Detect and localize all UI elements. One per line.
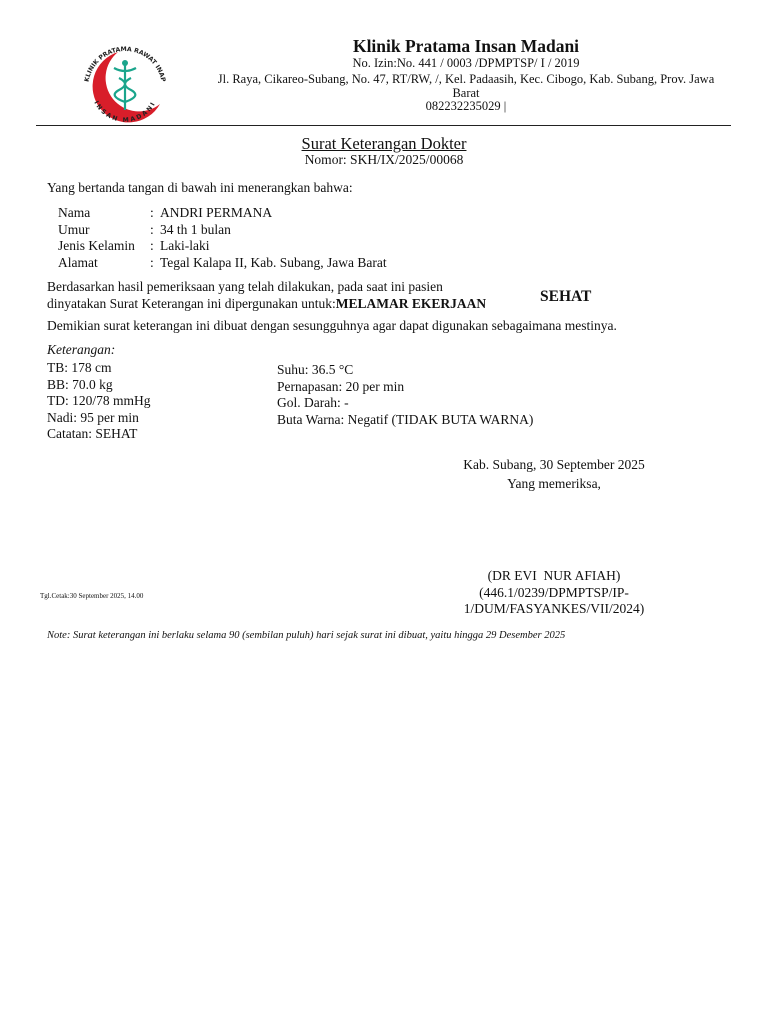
identity-row-address xyxy=(58,255,387,272)
separator: : xyxy=(150,205,154,220)
examiner-label: Yang memeriksa, xyxy=(507,476,601,491)
weight-value: BB: 70.0 kg xyxy=(47,376,113,392)
health-status: SEHAT xyxy=(540,288,592,305)
document-title-wrap xyxy=(0,134,768,154)
blood-type-value: Gol. Darah: - xyxy=(277,395,349,411)
temperature-value: Suhu: 36.5 °C xyxy=(277,362,354,377)
doctor-id-line1: (446.1/0239/DPMPTSP/IP- xyxy=(479,584,629,600)
color-blindness-value: Buta Warna: Negatif (TIDAK BUTA WARNA) xyxy=(277,412,534,428)
clinic-phone: 082232235029 | xyxy=(425,99,507,113)
statement-paragraph xyxy=(47,278,527,312)
blood-pressure-value: TD: 120/78 mmHg xyxy=(47,393,151,408)
doctor-id-line2: 1/DUM/FASYANKES/VII/2024) xyxy=(463,601,645,616)
place-date: Kab. Subang, 30 September 2025 xyxy=(463,457,645,472)
address-value: Tegal Kalapa II, Kab. Subang, Jawa Barat xyxy=(160,255,387,271)
patient-identity xyxy=(58,205,387,272)
statement-line1: Berdasarkan hasil pemeriksaan yang telah dilakukan, pada saat ini pasien xyxy=(47,279,443,294)
logo-top-text: KLINIK PRATAMA RAWAT INAP xyxy=(83,45,167,83)
name-label: Nama xyxy=(58,205,91,220)
address-label: Alamat xyxy=(58,255,98,271)
document-title: Surat Keterangan Dokter xyxy=(301,134,467,153)
clinic-address: Jl. Raya, Cikareo-Subang, No. 47, RT/RW, /, Kel. Padaasih, Kec. Cibogo, Kab. Subang, Prov. Jawa Barat xyxy=(217,72,715,100)
vitals-right-column xyxy=(277,362,533,429)
notes-label: Keterangan: xyxy=(47,342,116,357)
age-label: Umur xyxy=(58,221,90,237)
print-date: Tgl.Cetak:30 September 2025, 14.00 xyxy=(40,592,144,600)
clinic-name: Klinik Pratama Insan Madani xyxy=(352,36,580,56)
age-value: 34 th 1 bulan xyxy=(160,221,231,237)
identity-row-name xyxy=(58,205,387,222)
logo-bottom-text: INSAN MADANI xyxy=(92,99,158,124)
separator: : xyxy=(150,238,154,254)
statement-line2-prefix: dinyatakan Surat Keterangan ini dipergunakan untuk: xyxy=(47,296,336,311)
note-value: Catatan: SEHAT xyxy=(47,426,138,441)
statement-purpose: MELAMAR EKERJAAN xyxy=(335,296,487,311)
respiration-value: Pernapasan: 20 per min xyxy=(277,378,405,394)
vitals-left-column xyxy=(47,360,151,443)
gender-label: Jenis Kelamin xyxy=(58,238,135,254)
doctor-signature-block xyxy=(440,568,668,618)
doctor-name: (DR EVI NUR AFIAH) xyxy=(487,568,621,583)
validity-note: Note: Surat keterangan ini berlaku selama 90 (sembilan puluh) hari sejak surat ini dibuat, yaitu hingga 29 Desember 2025 xyxy=(47,630,566,641)
document-number: Nomor: SKH/IX/2025/00068 xyxy=(304,152,464,167)
statement-line2 xyxy=(47,295,527,312)
pulse-value: Nadi: 95 per min xyxy=(47,409,139,425)
height-value: TB: 178 cm xyxy=(47,360,112,375)
separator: : xyxy=(150,255,154,271)
name-value: ANDRI PERMANA xyxy=(160,205,273,220)
intro-text: Yang bertanda tangan di bawah ini menerangkan bahwa: xyxy=(47,180,353,195)
closing-statement: Demikian surat keterangan ini dibuat dengan sesungguhnya agar dapat digunakan sebagaimana mestinya. xyxy=(47,318,617,333)
separator: : xyxy=(150,221,154,237)
header-divider xyxy=(36,125,731,126)
identity-row-age xyxy=(58,222,387,239)
caduceus-icon xyxy=(114,64,136,110)
clinic-logo xyxy=(78,44,172,128)
clinic-license: No. Izin:No. 441 / 0003 /DPMPTSP/ I / 2019 xyxy=(352,56,580,70)
gender-value: Laki-laki xyxy=(160,238,210,254)
identity-row-gender xyxy=(58,238,387,255)
